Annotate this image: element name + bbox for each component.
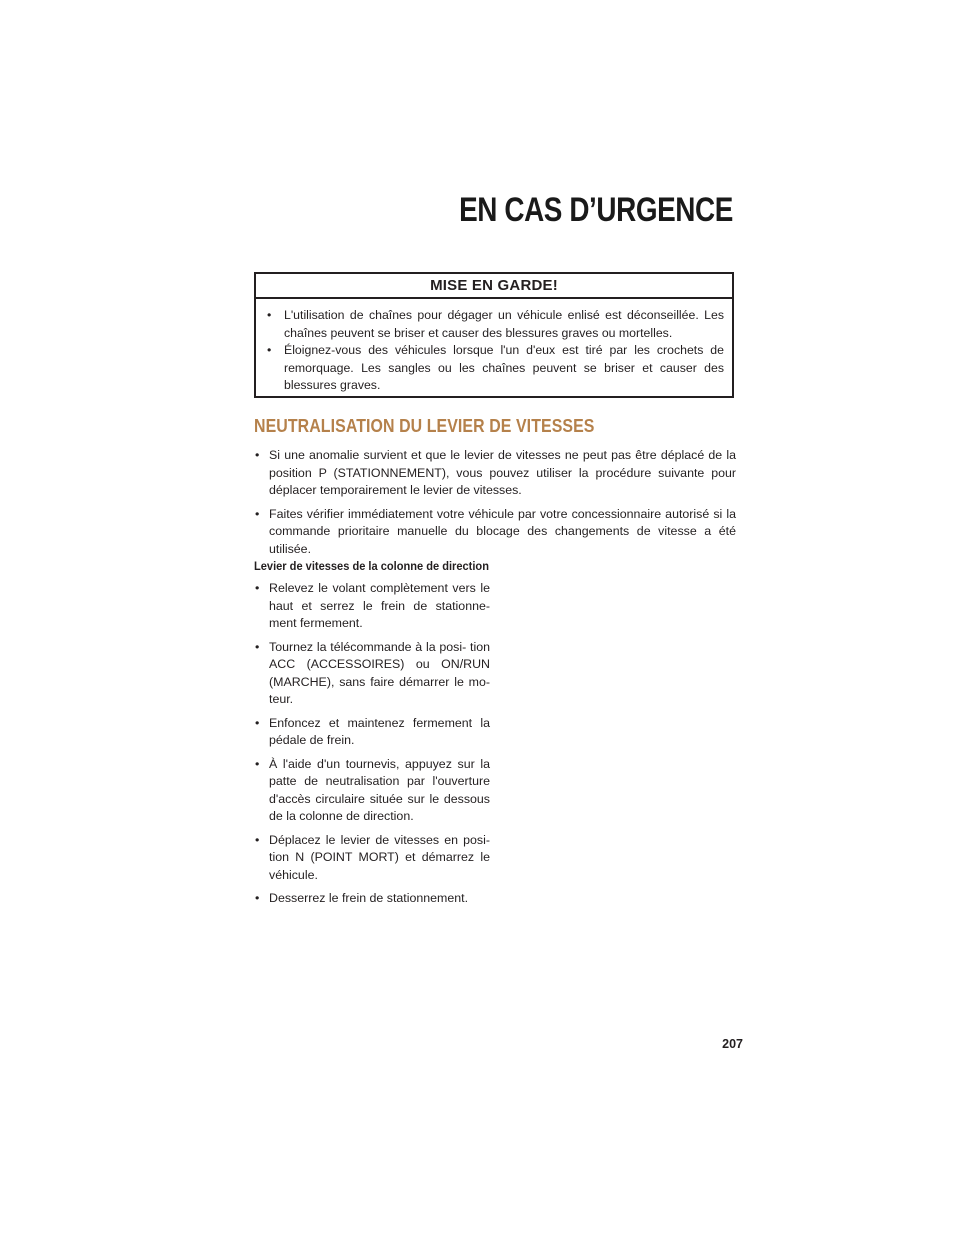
procedure-steps (254, 580, 490, 914)
intro-list (254, 447, 736, 564)
step-item: • À l'aide d'un tournevis, appuyez sur la patte de neutralisation par l'ouverture d'accès circulaire située sur le dessous de la colonne de direction. (254, 756, 490, 826)
list-item: • Si une anomalie survient et que le levier de vitesses ne peut pas être déplacé de la position P (STATIONNEMENT), vous pouvez utiliser la procédure suivante pour déplacer temporairement le levier de vitesses. (254, 447, 736, 500)
step-item: • Déplacez le levier de vitesses en posi- tion N (POINT MORT) et démarrez le véhicule. (254, 832, 490, 885)
chapter-title: EN CAS D’URGENCE (459, 191, 733, 229)
section-title: NEUTRALISATION DU LEVIER DE VITESSES (254, 415, 595, 436)
warning-item: • L'utilisation de chaînes pour dégager un véhicule enlisé est déconseillée. Les chaînes peuvent se briser et causer des blessures graves ou mortelles. (266, 307, 724, 342)
warning-item: • Éloignez-vous des véhicules lorsque l'un d'eux est tiré par les crochets de remorquage. Les sangles ou les chaînes peuvent se briser et causer des blessures graves. (266, 342, 724, 395)
warning-list (266, 307, 724, 395)
step-item: • Enfoncez et maintenez fermement la pédale de frein. (254, 715, 490, 750)
subheading: Levier de vitesses de la colonne de direction (254, 559, 489, 573)
step-item: • Desserrez le frein de stationnement. (254, 890, 490, 908)
list-item: • Faites vérifier immédiatement votre véhicule par votre concessionnaire autorisé si la commande prioritaire manuelle du blocage des changements de vitesse a été utilisée. (254, 506, 736, 559)
step-item: • Tournez la télécommande à la posi- tion ACC (ACCESSOIRES) ou ON/RUN (MARCHE), sans faire démarrer le mo- teur. (254, 639, 490, 709)
warning-title: MISE EN GARDE! (256, 274, 732, 299)
page-number: 207 (722, 1037, 743, 1051)
step-item: • Relevez le volant complètement vers le haut et serrez le frein de stationne- ment fermement. (254, 580, 490, 633)
warning-body (256, 299, 732, 395)
warning-box (254, 272, 734, 398)
